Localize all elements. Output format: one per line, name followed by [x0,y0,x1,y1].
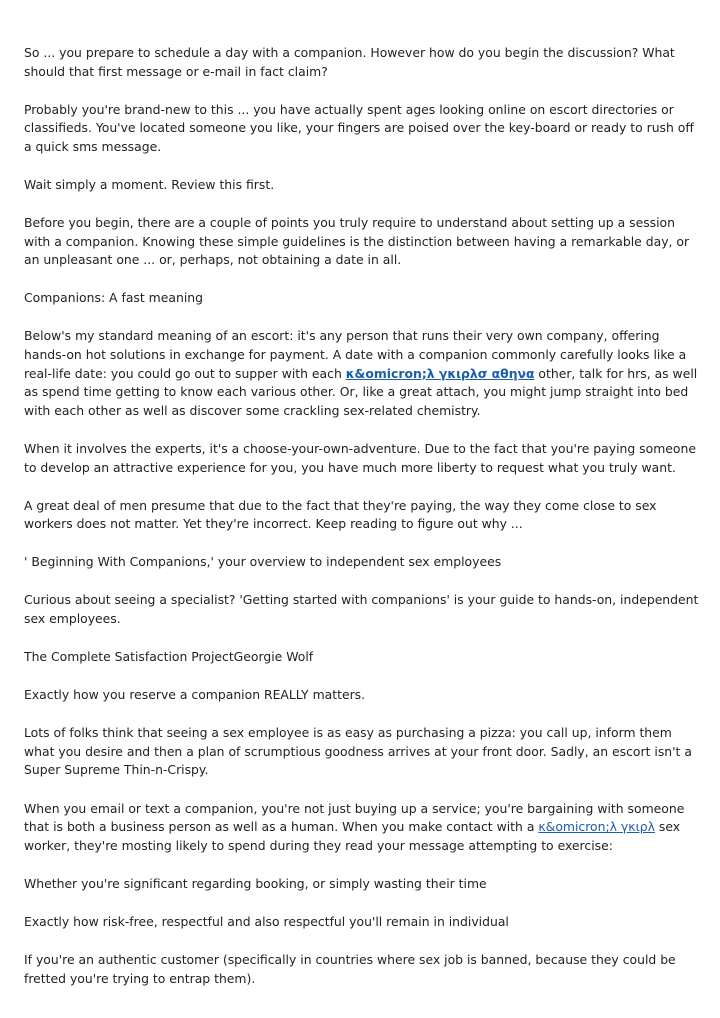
paragraph: Lots of folks think that seeing a sex employee is as easy as purchasing a pizza: you call up, inform them what you desire and then a plan of scrumptious goodness arrives at your front door. Sadly, an escort isn't a Super Supreme Thin-n-Crispy. [24,725,692,778]
paragraph [24,327,700,420]
paragraph: So ... you prepare to schedule a day with a companion. However how do you begin the discussion? What should that first message or e-mail in fact claim? [24,45,675,79]
paragraph: When it involves the experts, it's a choose-your-own-adventure. Due to the fact that you're paying someone to develop an attractive experience for you, you have much more liberty to request what you truly want. [24,440,696,475]
paragraph: If you're an authentic customer (specifically in countries where sex job is banned, because they could be fretted you're trying to entrap them). [24,952,676,986]
paragraph: The Complete Satisfaction ProjectGeorgie Wolf [24,649,314,665]
paragraph: Probably you're brand-new to this ... you have actually spent ages looking online on escort directories or classifieds. You've located someone you like, your fingers are poised over the key-board or ready to rush off a quick sms message. [24,101,694,154]
paragraph: Before you begin, there are a couple of points you truly require to understand about setting up a session with a companion. Knowing these simple guidelines is the distinction between having a remarkable day, or an unpleasant one ... or, perhaps, not obtaining a date in all. [24,215,690,268]
text-span: When you email or text a companion, you're not just buying up a service; you're bargaining with someone that is both a business person as well as a human. When you make contact with a [24,800,685,835]
paragraph: Exactly how you reserve a companion REALLY matters. [24,687,366,703]
inline-link[interactable]: κ&omicron;λ γκιρλ [538,819,655,835]
paragraph: Curious about seeing a specialist? 'Getting started with companions' is your guide to hands-on, independent sex employees. [24,592,699,626]
inline-link[interactable]: κ&omicron;λ γκιρλσ αθηνα [345,365,535,381]
text-span: other, talk for hrs, as well as spend time getting to know each various other. Or, like a great attach, you might jump straight into bed with each other as well as discover some crackling sex-related chemistry. [24,365,698,418]
article-body [24,44,700,1008]
text-span: Below's my standard meaning of an escort: it's any person that runs their very own company, offering hands-on hot solutions in exchange for payment. A date with a companion commonly carefully looks like a real-life date: you could go out to supper with each [24,328,687,381]
paragraph: Whether you're significant regarding booking, or simply wasting their time [24,875,487,891]
text-span: sex worker, they're mosting likely to spend during they read your message attempting to exercise: [24,819,681,853]
paragraph: Exactly how risk-free, respectful and also respectful you'll remain in individual [24,913,509,929]
section-heading: ' Beginning With Companions,' your overview to independent sex employees [24,554,502,570]
paragraph [24,800,700,856]
paragraph: Wait simply a moment. Review this first. [24,176,275,192]
section-heading: Companions: A fast meaning [24,290,203,306]
paragraph: A great deal of men presume that due to the fact that they're paying, the way they come close to sex workers does not matter. Yet they're incorrect. Keep reading to figure out why ... [24,497,657,532]
